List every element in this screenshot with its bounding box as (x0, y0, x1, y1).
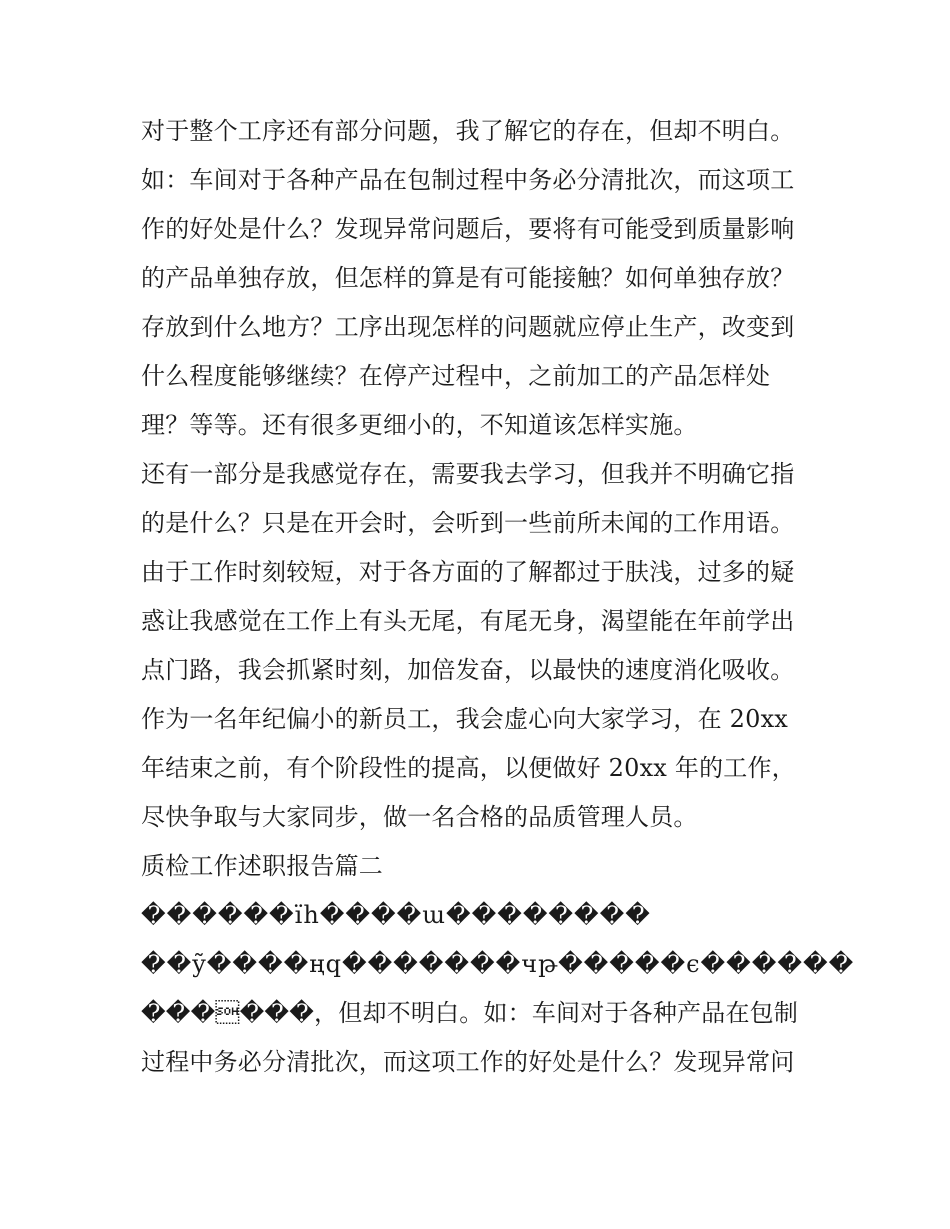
paragraph-line: 尽快争取与大家同步，做一名合格的品质管理人员。 (141, 803, 698, 831)
paragraph-line: 理？等等。还有很多更细小的，不知道该怎样实施。 (141, 411, 698, 439)
paragraph-line: 点门路，我会抓紧时刻，加倍发奋，以最快的速度消化吸收。 (141, 656, 795, 684)
paragraph-line: 过程中务必分清批次，而这项工作的好处是什么？发现异常问 (141, 1048, 795, 1076)
garbled-line: ��ỹ����ңq�������чթ�����є������ (141, 950, 855, 978)
paragraph-line: 的产品单独存放，但怎样的算是有可能接触？如何单独存放？ (141, 264, 795, 292)
paragraph-line: 还有一部分是我感觉存在，需要我去学习，但我并不明确它指 (141, 460, 795, 488)
paragraph-line: 作的好处是什么？发现异常问题后，要将有可能受到质量影响 (141, 215, 795, 243)
paragraph-line: 对于整个工序还有部分问题，我了解它的存在，但却不明白。 (141, 117, 795, 145)
paragraph-line: 惑让我感觉在工作上有头无尾，有尾无身，渴望能在年前学出 (141, 607, 795, 635)
paragraph-line: 什么程度能够继续？在停产过程中，之前加工的产品怎样处 (141, 362, 771, 390)
paragraph-line: 由于工作时刻较短，对于各方面的了解都过于肤浅，过多的疑 (141, 558, 795, 586)
paragraph-line: 年结束之前，有个阶段性的提高，以便做好 20xx 年的工作， (141, 754, 796, 782)
paragraph-line: 作为一名年纪偏小的新员工，我会虚心向大家学习，在 20xx (141, 705, 789, 733)
paragraph-line: 存放到什么地方？工序出现怎样的问题就应停止生产，改变到 (141, 313, 795, 341)
paragraph-line: 的是什么？只是在开会时，会听到一些前所未闻的工作用语。 (141, 509, 795, 537)
paragraph-line: 如：车间对于各种产品在包制过程中务必分清批次，而这项工 (141, 166, 795, 194)
section-heading: 质检工作述职报告篇二 (141, 852, 383, 880)
paragraph-line: ������，但却不明白。如：车间对于各种产品在包制 (141, 999, 799, 1027)
garbled-line: ������ïh����ɯ�������� (141, 901, 651, 929)
